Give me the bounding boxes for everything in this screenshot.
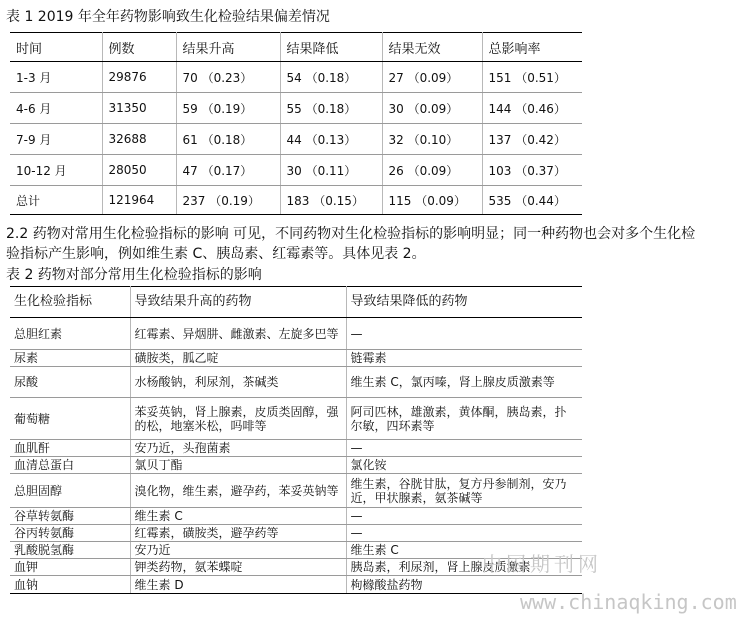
table-cell: 苯妥英钠，肾上腺素，皮质类固醇，强的松，地塞米松，吗啡等 xyxy=(130,398,346,440)
table-cell: 47 （0.17） xyxy=(176,155,280,186)
section-paragraph: 2.2 药物对常用生化检验指标的影响 可见，不同药物对生化检验指标的影响明显；同一种药物也会对多个生化检验指标产生影响，例如维生素 C、胰岛素、红霉素等。具体见表 2。 xyxy=(6,226,696,262)
table-cell: 32 （0.10） xyxy=(382,124,482,155)
table-cell: 枸橼酸盐药物 xyxy=(346,576,582,594)
table-cell: 183 （0.15） xyxy=(280,186,382,215)
table-cell: 30 （0.11） xyxy=(280,155,382,186)
table-row xyxy=(10,440,582,457)
table-cell: 103 （0.37） xyxy=(482,155,582,186)
table-cell: 阿司匹林，雄激素，黄体酮，胰岛素，扑尔敏，四环素等 xyxy=(346,398,582,440)
table-cell: 54 （0.18） xyxy=(280,62,382,93)
header-cell: 生化检验指标 xyxy=(10,287,130,318)
table-cell: 总胆红素 xyxy=(10,318,130,350)
table-cell: 27 （0.09） xyxy=(382,62,482,93)
table-row xyxy=(10,525,582,542)
table-cell: 237 （0.19） xyxy=(176,186,280,215)
header-cell: 结果降低 xyxy=(280,33,382,62)
table-cell: 谷草转氨酶 xyxy=(10,508,130,525)
watermark-site-name: 中国期刊网 xyxy=(482,552,602,576)
table-row xyxy=(10,457,582,474)
table-header-row xyxy=(10,33,582,62)
table-total-row xyxy=(10,186,582,215)
table-cell: 1-3 月 xyxy=(10,62,102,93)
table-cell: 137 （0.42） xyxy=(482,124,582,155)
table-row xyxy=(10,508,582,525)
table-cell: 44 （0.13） xyxy=(280,124,382,155)
table1-caption: 表 1 2019 年全年药物影响致生化检验结果偏差情况 xyxy=(6,9,330,25)
table-cell: — xyxy=(346,508,582,525)
table-row xyxy=(10,155,582,186)
table-cell: 维生素 C xyxy=(130,508,346,525)
header-cell: 结果无效 xyxy=(382,33,482,62)
table-row xyxy=(10,398,582,440)
table-row xyxy=(10,62,582,93)
table-cell: 28050 xyxy=(102,155,176,186)
table-cell: 水杨酸钠，利尿剂，茶碱类 xyxy=(130,367,346,398)
table-cell: — xyxy=(346,440,582,457)
table-row xyxy=(10,474,582,508)
table-cell: 30 （0.09） xyxy=(382,93,482,124)
table-cell: 29876 xyxy=(102,62,176,93)
table-cell: 葡萄糖 xyxy=(10,398,130,440)
table-cell: 10-12 月 xyxy=(10,155,102,186)
table-header-row xyxy=(10,287,582,318)
table-cell: 维生素 C，氯丙嗪，肾上腺皮质激素等 xyxy=(346,367,582,398)
table-row xyxy=(10,350,582,367)
table-cell: 链霉素 xyxy=(346,350,582,367)
watermark-url: www.chinaqking.com xyxy=(520,590,737,614)
table-cell: 氯贝丁酯 xyxy=(130,457,346,474)
table-cell: — xyxy=(346,525,582,542)
table2-caption: 表 2 药物对部分常用生化检验指标的影响 xyxy=(6,267,262,283)
table-cell: 55 （0.18） xyxy=(280,93,382,124)
table-cell: 121964 xyxy=(102,186,176,215)
table-cell: 谷丙转氨酶 xyxy=(10,525,130,542)
table-cell: 7-9 月 xyxy=(10,124,102,155)
table-cell: 115 （0.09） xyxy=(382,186,482,215)
table-cell: 70 （0.23） xyxy=(176,62,280,93)
table-row xyxy=(10,93,582,124)
header-cell: 例数 xyxy=(102,33,176,62)
table-cell: 4-6 月 xyxy=(10,93,102,124)
table-cell: 胰岛素，利尿剂，肾上腺皮质激素 xyxy=(346,559,582,576)
table-cell: 总计 xyxy=(10,186,102,215)
table-cell: 红霉素，磺胺类，避孕药等 xyxy=(130,525,346,542)
table-row xyxy=(10,124,582,155)
table-cell: 535 （0.44） xyxy=(482,186,582,215)
table-cell: 血肌酐 xyxy=(10,440,130,457)
table-cell: 乳酸脱氢酶 xyxy=(10,542,130,559)
table-cell: — xyxy=(346,318,582,350)
table-cell: 总胆固醇 xyxy=(10,474,130,508)
table-row xyxy=(10,318,582,350)
table-cell: 血钠 xyxy=(10,576,130,594)
table-cell: 维生素，谷胱甘肽，复方丹参制剂，安乃近，甲状腺素，氨茶碱等 xyxy=(346,474,582,508)
table-cell: 尿素 xyxy=(10,350,130,367)
table-cell: 59 （0.19） xyxy=(176,93,280,124)
header-cell: 结果升高 xyxy=(176,33,280,62)
table-cell: 氯化铵 xyxy=(346,457,582,474)
header-cell: 导致结果降低的药物 xyxy=(346,287,582,318)
table-row xyxy=(10,367,582,398)
table-cell: 尿酸 xyxy=(10,367,130,398)
table-cell: 维生素 D xyxy=(130,576,346,594)
header-cell: 总影响率 xyxy=(482,33,582,62)
table-cell: 61 （0.18） xyxy=(176,124,280,155)
deviation-table xyxy=(10,32,582,215)
table-cell: 31350 xyxy=(102,93,176,124)
table-cell: 安乃近 xyxy=(130,542,346,559)
table-cell: 151 （0.51） xyxy=(482,62,582,93)
table-cell: 血清总蛋白 xyxy=(10,457,130,474)
table-cell: 32688 xyxy=(102,124,176,155)
table-row xyxy=(10,576,582,594)
header-cell: 时间 xyxy=(10,33,102,62)
table-cell: 144 （0.46） xyxy=(482,93,582,124)
table-cell: 红霉素、异烟肼、雌激素、左旋多巴等 xyxy=(130,318,346,350)
table-cell: 26 （0.09） xyxy=(382,155,482,186)
table-cell: 维生素 C xyxy=(346,542,582,559)
table-cell: 血钾 xyxy=(10,559,130,576)
table-cell: 溴化物，维生素，避孕药，苯妥英钠等 xyxy=(130,474,346,508)
header-cell: 导致结果升高的药物 xyxy=(130,287,346,318)
table-cell: 钾类药物，氨苯蝶啶 xyxy=(130,559,346,576)
table-cell: 安乃近，头孢菌素 xyxy=(130,440,346,457)
table-cell: 磺胺类，胍乙啶 xyxy=(130,350,346,367)
